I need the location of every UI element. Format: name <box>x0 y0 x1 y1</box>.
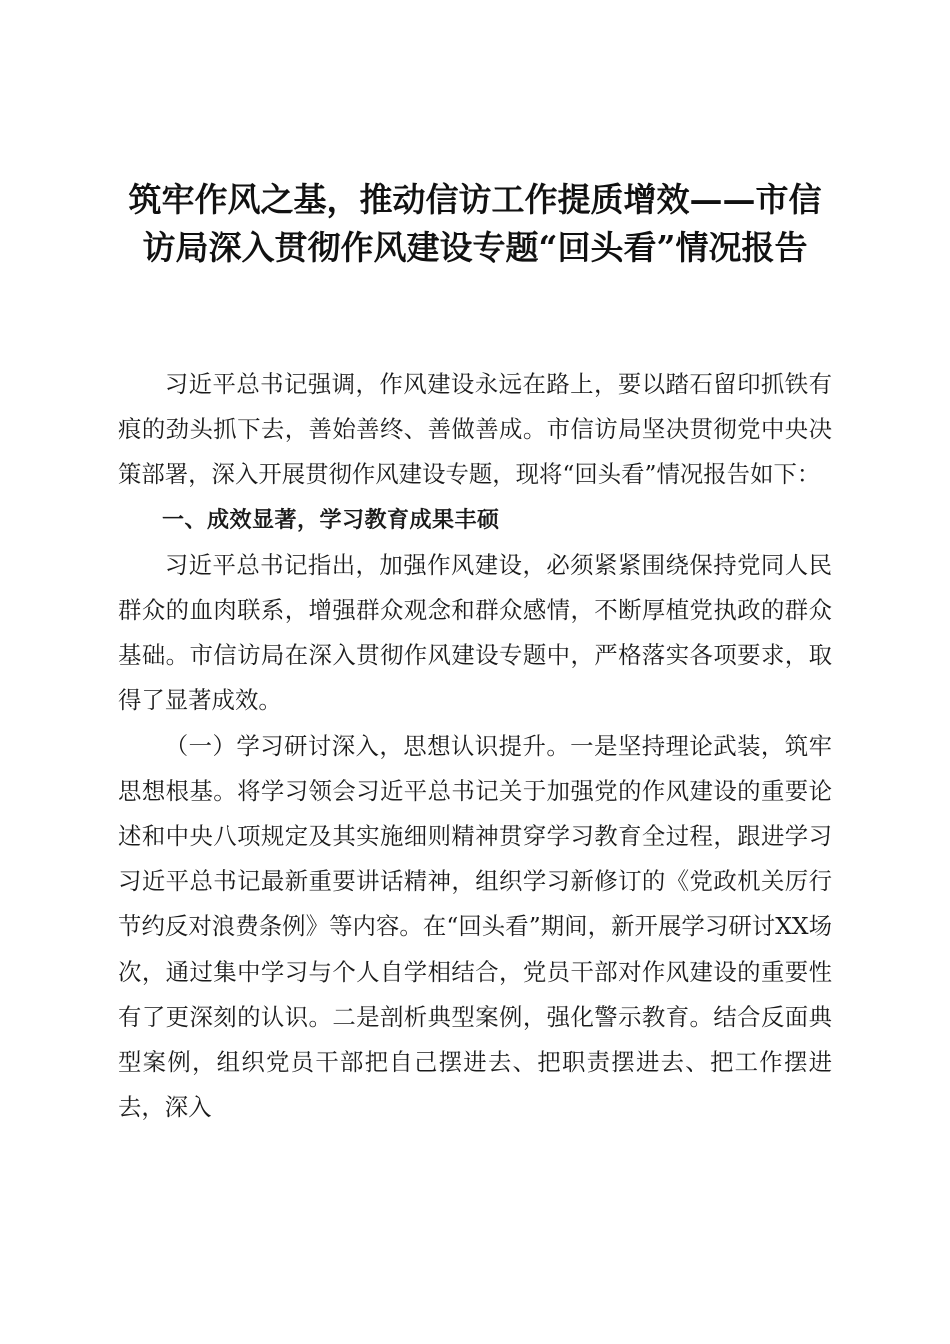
item-1-lead: （一）学习研讨深入，思想认识提升。 <box>164 731 571 760</box>
section-heading-1: 一、成效显著，学习教育成果丰硕 <box>162 507 500 533</box>
item-1-paragraph <box>118 724 832 1131</box>
item-1-body: 一是坚持理论武装，筑牢思想根基。将学习领会习近平总书记关于加强党的作风建设的重要论述和中央八项规定及其实施细则精神贯穿学习教育全过程，跟进学习习近平总书记最新重要讲话精神，组织学习新修订的《党政机关厉行节约反对浪费条例》等内容。在“回头看”期间，新开展学习研讨XX场次，通过集中学习与个人自学相结合，党员干部对作风建设的重要性有了更深刻的认识。二是剖析典型案例，强化警示教育。结合反面典型案例，组织党员干部把自己摆进去、把职责摆进去、把工作摆进去，深入 <box>118 731 833 1122</box>
document-title: 筑牢作风之基，推动信访工作提质增效——市信访局深入贯彻作风建设专题“回头看”情况报告 <box>128 180 822 267</box>
section-1-paragraph: 习近平总书记指出，加强作风建设，必须紧紧围绕保持党同人民群众的血肉联系，增强群众观念和群众感情，不断厚植党执政的群众基础。市信访局在深入贯彻作风建设专题中，严格落实各项要求，取得了显著成效。 <box>118 550 832 715</box>
intro-paragraph: 习近平总书记强调，作风建设永远在路上，要以踏石留印抓铁有痕的劲头抓下去，善始善终、善做善成。市信访局坚决贯彻党中央决策部署，深入开展贯彻作风建设专题，现将“回头看”情况报告如下： <box>118 370 832 489</box>
document-body <box>118 362 832 1130</box>
